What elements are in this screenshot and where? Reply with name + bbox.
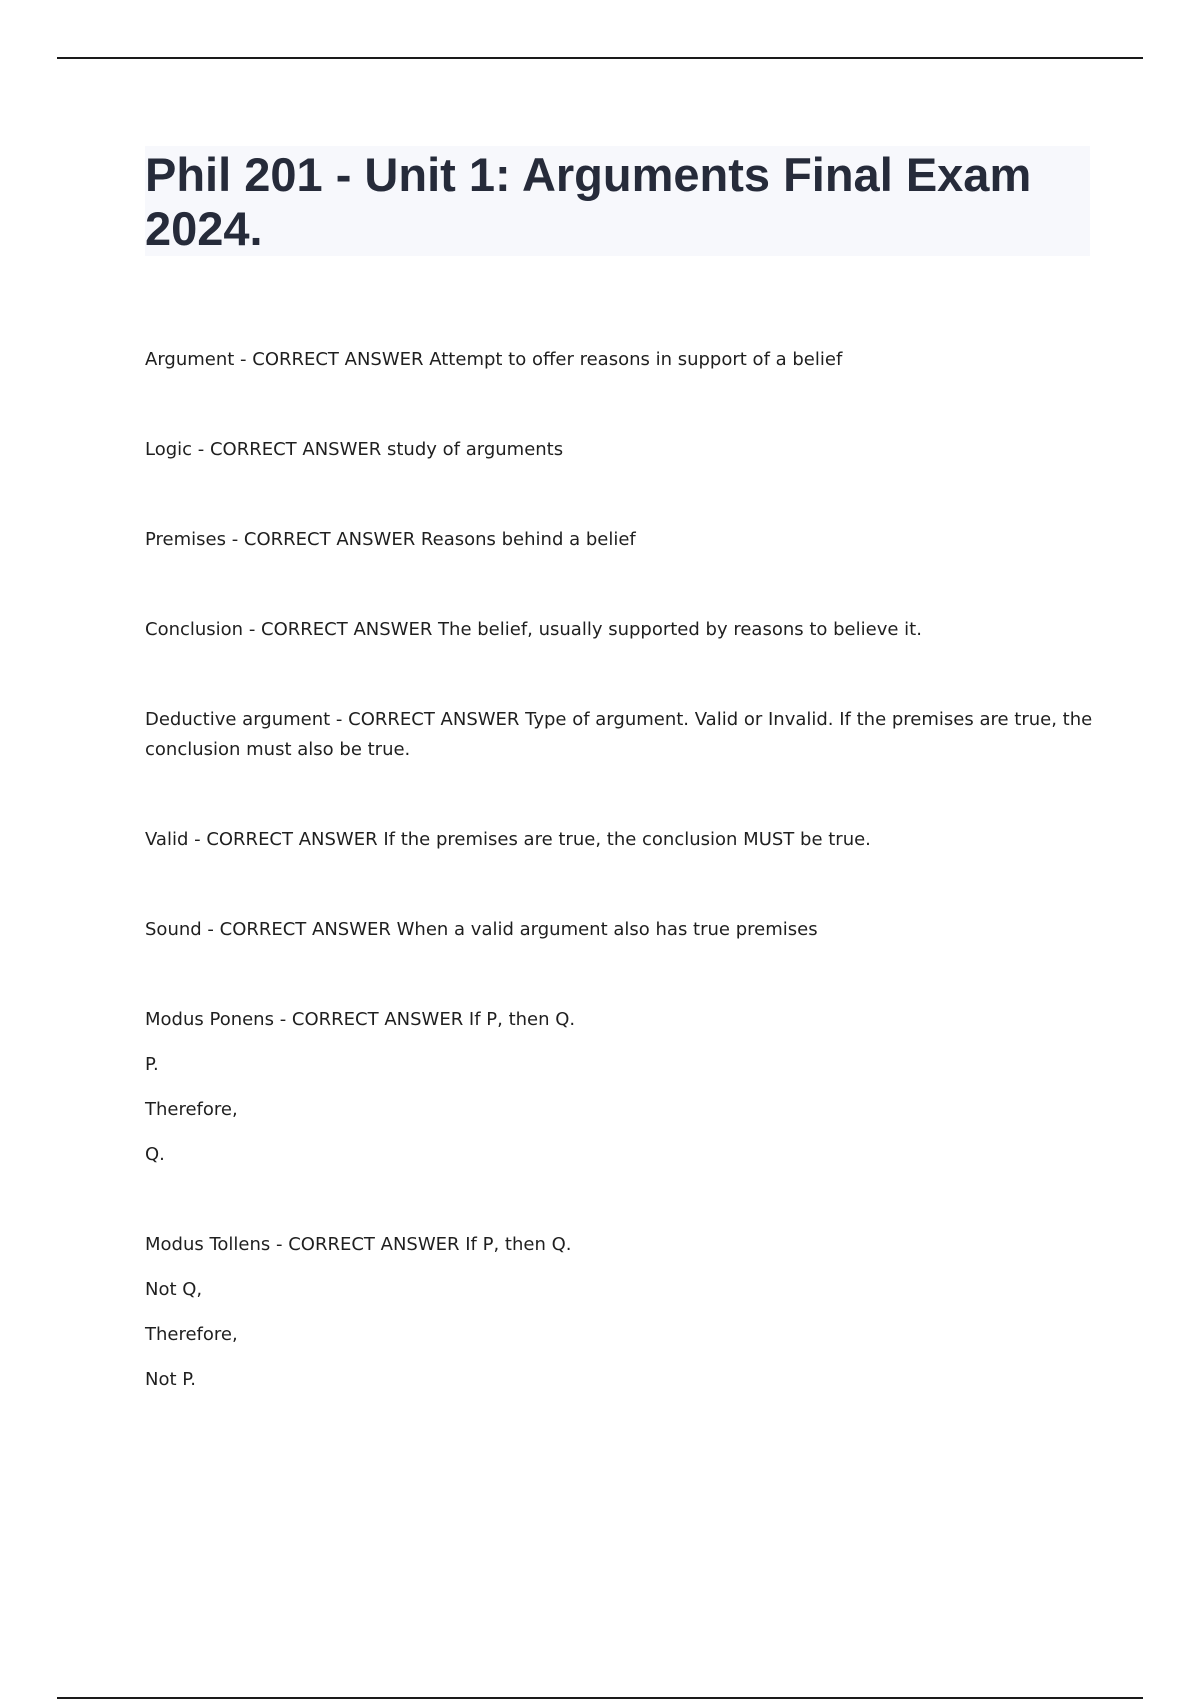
qa-entry-deductive-argument: [145, 705, 1100, 765]
qa-line: Therefore,: [145, 1324, 238, 1345]
qa-entry-premises: [145, 525, 1100, 555]
qa-line: Premises - CORRECT ANSWER Reasons behind a belief: [145, 529, 636, 550]
top-rule: [57, 57, 1143, 59]
qa-entry-conclusion: [145, 615, 1100, 645]
qa-line: Therefore,: [145, 1099, 238, 1120]
document-title: Phil 201 - Unit 1: Arguments Final Exam 2024.: [145, 148, 1032, 255]
qa-line: Modus Tollens - CORRECT ANSWER If P, then Q.: [145, 1234, 572, 1255]
qa-entry-sound: [145, 915, 1100, 945]
bottom-rule: [57, 1697, 1143, 1699]
qa-line: Argument - CORRECT ANSWER Attempt to offer reasons in support of a belief: [145, 349, 843, 370]
title-banner: [145, 146, 1090, 256]
flashcard-list: [145, 345, 1100, 1455]
qa-line: Valid - CORRECT ANSWER If the premises are true, the conclusion MUST be true.: [145, 829, 871, 850]
qa-line: Sound - CORRECT ANSWER When a valid argument also has true premises: [145, 919, 818, 940]
qa-entry-modus-ponens: [145, 1005, 1100, 1170]
qa-line: Q.: [145, 1144, 165, 1165]
qa-line: Deductive argument - CORRECT ANSWER Type of argument. Valid or Invalid. If the premises are true, the conclusion must also be true.: [145, 709, 1093, 760]
qa-entry-argument: [145, 345, 1100, 375]
qa-line: Conclusion - CORRECT ANSWER The belief, usually supported by reasons to believe it.: [145, 619, 922, 640]
qa-line: Not Q,: [145, 1279, 203, 1300]
qa-line: P.: [145, 1054, 159, 1075]
qa-entry-modus-tollens: [145, 1230, 1100, 1395]
qa-line: Not P.: [145, 1369, 197, 1390]
qa-line: Logic - CORRECT ANSWER study of arguments: [145, 439, 564, 460]
qa-line: Modus Ponens - CORRECT ANSWER If P, then Q.: [145, 1009, 576, 1030]
qa-entry-valid: [145, 825, 1100, 855]
qa-entry-logic: [145, 435, 1100, 465]
